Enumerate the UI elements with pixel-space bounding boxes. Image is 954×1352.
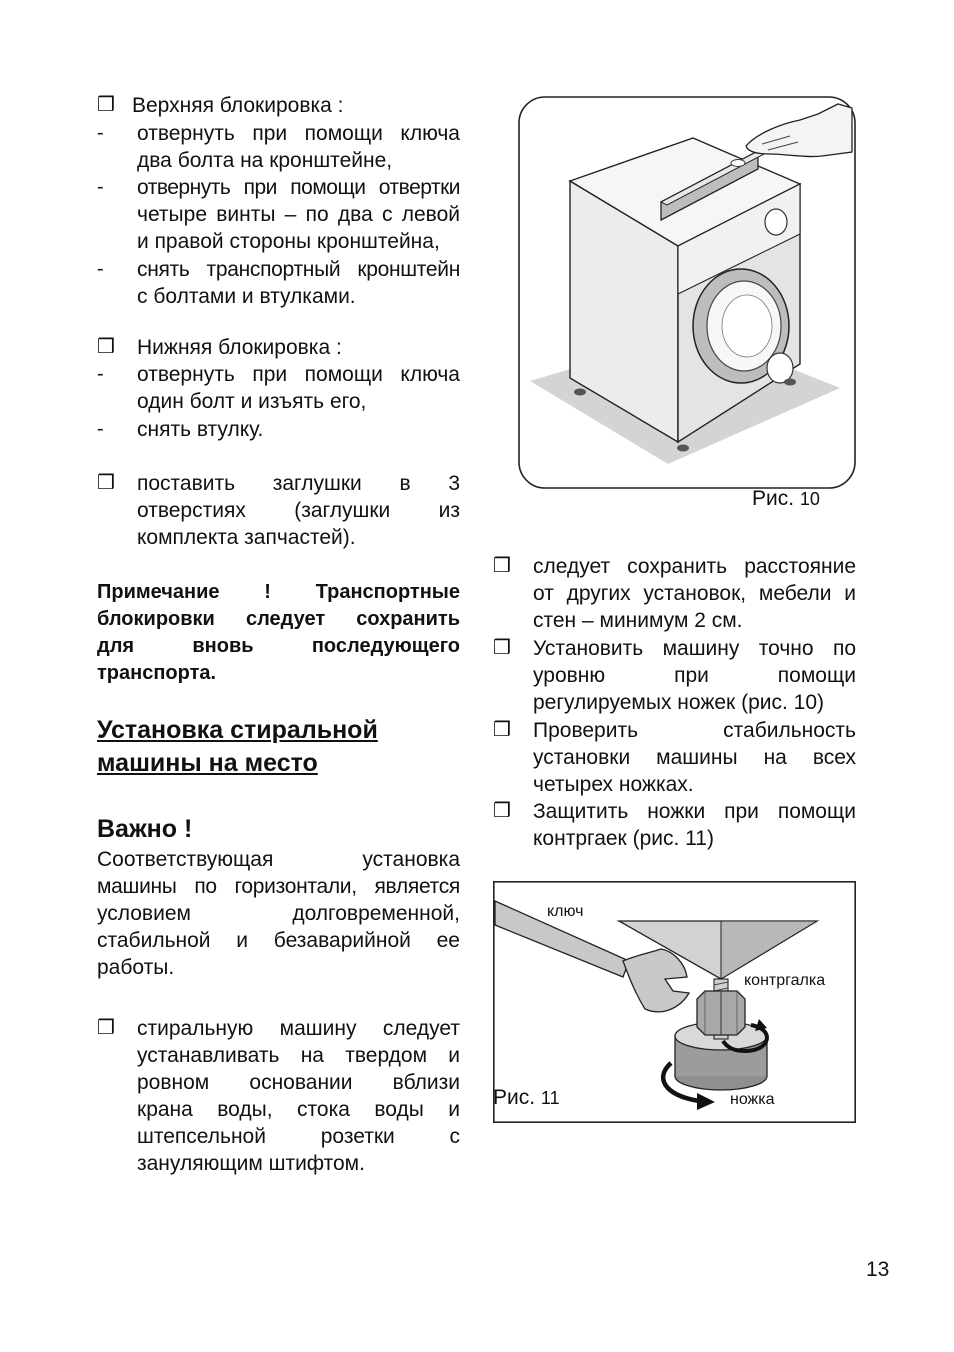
surface-item-line-4: крана воды, стока воды и [137, 1098, 460, 1121]
note-line-2: блокировки следует сохранить [97, 608, 460, 630]
right-item-2-line-2: уровню при помощи [533, 664, 856, 687]
lower-lock-title: Нижняя блокировка : [137, 336, 342, 359]
lower-lock-item-1-line-1: отвернуть при помощи ключа [137, 363, 460, 386]
right-item-2-line-1: Установить машину точно по [533, 637, 856, 660]
figure-10-caption [752, 487, 820, 511]
upper-lock-item-1-line-1: отвернуть при помощи ключа [137, 122, 460, 145]
right-item-4-line-1: Защитить ножки при помощи [533, 800, 856, 823]
section-heading-line-1: Установка стиральной [97, 716, 378, 744]
figure-11-caption-word: Рис. [493, 1086, 536, 1109]
figure-11-caption [493, 1086, 560, 1110]
section-heading-line-2: машины на место [97, 749, 318, 777]
important-text-line-4: стабильной и безаварийной ее [97, 929, 460, 952]
important-text-line-3: условием долговременной, [97, 902, 460, 925]
upper-lock-item-2-line-3: и правой стороны кронштейна, [137, 230, 440, 253]
right-item-3-line-2: установки машины на всех [533, 746, 856, 769]
plugs-item-line-1: поставить заглушки в 3 [137, 472, 460, 495]
checkbox-bullet-icon: ❒ [97, 1017, 115, 1039]
lower-lock-item-1-line-2: один болт и изъять его, [137, 390, 367, 413]
surface-item-line-3: ровном основании вблизи [137, 1071, 460, 1094]
checkbox-bullet-icon: ❒ [493, 800, 511, 822]
surface-item-line-1: стиральную машину следует [137, 1017, 460, 1040]
note-line-3: для вновь последующего [97, 635, 460, 657]
surface-item-line-6: зануляющим штифтом. [137, 1152, 365, 1175]
upper-lock-item-3-line-2: с болтами и втулками. [137, 285, 356, 308]
figure-10-caption-number: 10 [799, 489, 820, 509]
dash-bullet: - [97, 258, 104, 280]
important-text-line-5: работы. [97, 956, 175, 979]
upper-lock-title: Верхняя блокировка : [132, 94, 344, 117]
checkbox-bullet-icon: ❒ [97, 336, 115, 358]
upper-lock-item-2-line-2: четыре винты – по два с левой [137, 203, 460, 226]
dash-bullet: - [97, 176, 104, 198]
lower-lock-item-2-line-1: снять втулку. [137, 418, 264, 441]
fig11-foot-label: ножка [730, 1091, 775, 1108]
right-item-1-line-2: от других установок, мебели и [533, 582, 856, 605]
right-item-4-line-2: контргаек (рис. 11) [533, 827, 714, 850]
checkbox-bullet-icon: ❒ [493, 555, 511, 577]
figure-10-caption-word: Рис. [752, 487, 795, 510]
figure-11-caption-number: 11 [540, 1088, 560, 1108]
fig11-locknut-label: контргалка [744, 972, 826, 989]
checkbox-bullet-icon: ❒ [97, 94, 115, 116]
dash-bullet: - [97, 418, 104, 440]
surface-item-line-2: устанавливать на твердом и [137, 1044, 460, 1067]
figure-10-washing-machine-illustration [518, 96, 856, 489]
plugs-item-line-2: отверстиях (заглушки из [137, 499, 460, 522]
fig11-key-label: ключ [547, 903, 584, 920]
right-item-1-line-1: следует сохранить расстояние [533, 555, 856, 578]
important-text-line-2: машины по горизонтали, является [97, 875, 460, 898]
page-number: 13 [866, 1258, 890, 1281]
dash-bullet: - [97, 122, 104, 144]
upper-lock-item-1-line-2: два болта на кронштейне, [137, 149, 393, 172]
checkbox-bullet-icon: ❒ [493, 637, 511, 659]
dash-bullet: - [97, 363, 104, 385]
plugs-item-line-3: комплекта запчастей). [137, 526, 356, 549]
checkbox-bullet-icon: ❒ [97, 472, 115, 494]
important-heading: Важно ! [97, 815, 193, 843]
checkbox-bullet-icon: ❒ [493, 719, 511, 741]
right-item-3-line-3: четырех ножках. [533, 773, 694, 796]
note-line-1: Примечание ! Транспортные [97, 581, 460, 603]
surface-item-line-5: штепсельной розетки с [137, 1125, 460, 1148]
right-item-1-line-3: стен – минимум 2 см. [533, 609, 743, 632]
right-item-2-line-3: регулируемых ножек (рис. 10) [533, 691, 825, 714]
upper-lock-item-3-line-1: снять транспортный кронштейн [137, 258, 460, 281]
upper-lock-item-2-line-1: отвернуть при помощи отвертки [137, 176, 460, 199]
note-line-4: транспорта. [97, 662, 217, 684]
important-text-line-1: Соответствующая установка [97, 848, 460, 871]
right-item-3-line-1: Проверить стабильность [533, 719, 856, 742]
